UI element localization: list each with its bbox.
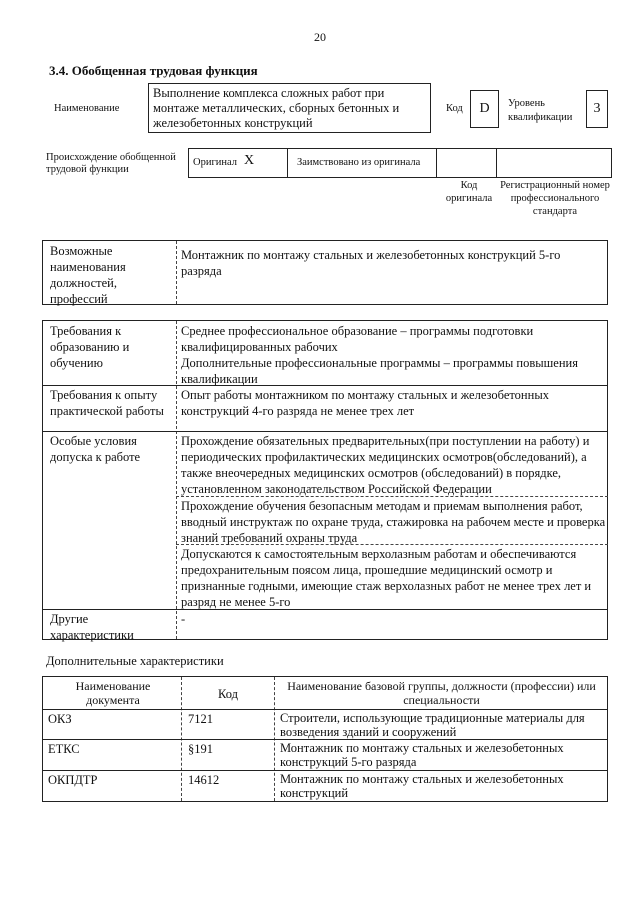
row-code: §191: [188, 742, 213, 756]
name-label: Наименование: [54, 103, 120, 114]
row-doc: ЕТКС: [48, 742, 80, 756]
code-value: D: [479, 101, 490, 116]
education-value-1: Среднее профессиональное образование – программы подготовки квалифицированных рабочих: [181, 324, 534, 354]
original-mark: X: [244, 153, 255, 168]
level-value-box: [586, 90, 608, 128]
name-value: Выполнение комплекса сложных работ при монтаже металлических, сборных бетонных и железобетонных конструкций: [153, 86, 400, 130]
page-number: 20: [314, 30, 326, 44]
special-label: Особые условия допуска к работе: [50, 434, 141, 464]
level-label: Уровень квалификации: [508, 98, 573, 123]
positions-value: Монтажник по монтажу стальных и железобетонных конструкций 5-го разряда: [181, 248, 561, 278]
row-doc: ОКЗ: [48, 712, 72, 726]
education-value-2: Дополнительные профессиональные программы – программы повышения квалификации: [181, 356, 578, 386]
column-header-code: Код: [218, 687, 238, 701]
education-label: Требования к образованию и обучению: [50, 324, 130, 370]
borrowed-label: Заимствовано из оригинала: [297, 157, 421, 168]
reg-number-caption: Регистрационный номер профессионального стандарта: [500, 180, 610, 217]
special-value-1: Прохождение обязательных предварительных(при поступлении на работу) и периодических профилактических медицинских осмотров(обследований), а также внеочередных медицинских осмотров (обследований) в порядке, установленном законодательством Российской Федерации: [181, 434, 590, 496]
code-original-caption: Код оригинала: [445, 180, 493, 204]
experience-value: Опыт работы монтажником по монтажу стальных и железобетонных конструкций 4-го разряда не менее трех лет: [181, 388, 549, 418]
row-doc: ОКПДТР: [48, 773, 98, 787]
experience-label: Требования к опыту практической работы: [50, 388, 164, 418]
column-header-group: Наименование базовой группы, должности (профессии) или специальности: [287, 679, 596, 707]
other-label: Другие характеристики: [50, 612, 134, 642]
special-value-3: Допускаются к самостоятельным верхолазным работам и обеспечиваются предохранительным поясом лица, прошедшие медицинский осмотр и признанные годными, имеющие стаж верхолазных работ не менее трех лет и разряд не менее 5-го: [181, 547, 592, 609]
code-value-box: [470, 90, 499, 128]
original-label: Оригинал: [193, 157, 237, 168]
level-value: 3: [593, 101, 601, 116]
row-code: 7121: [188, 712, 213, 726]
row-name: Монтажник по монтажу стальных и железобетонных конструкций: [280, 772, 564, 800]
row-code: 14612: [188, 773, 220, 787]
positions-label: Возможные наименования должностей, профессий: [50, 244, 126, 306]
section-title: 3.4. Обобщенная трудовая функция: [49, 63, 258, 78]
additional-title: Дополнительные характеристики: [46, 654, 224, 668]
column-header-document: Наименование документа: [75, 679, 151, 707]
code-label: Код: [446, 103, 463, 114]
row-name: Строители, использующие традиционные материалы для возведения зданий и сооружений: [280, 711, 585, 739]
special-value-2: Прохождение обучения безопасным методам и приемам выполнения работ, вводный инструктаж по охране труда, стажировка на рабочем месте и проверка знаний требований охраны труда: [181, 499, 606, 545]
name-value-box: [148, 83, 431, 133]
origin-label: Происхождение обобщенной трудовой функции: [46, 152, 176, 175]
row-name: Монтажник по монтажу стальных и железобетонных конструкций 5-го разряда: [280, 741, 564, 769]
other-value: -: [181, 612, 186, 626]
